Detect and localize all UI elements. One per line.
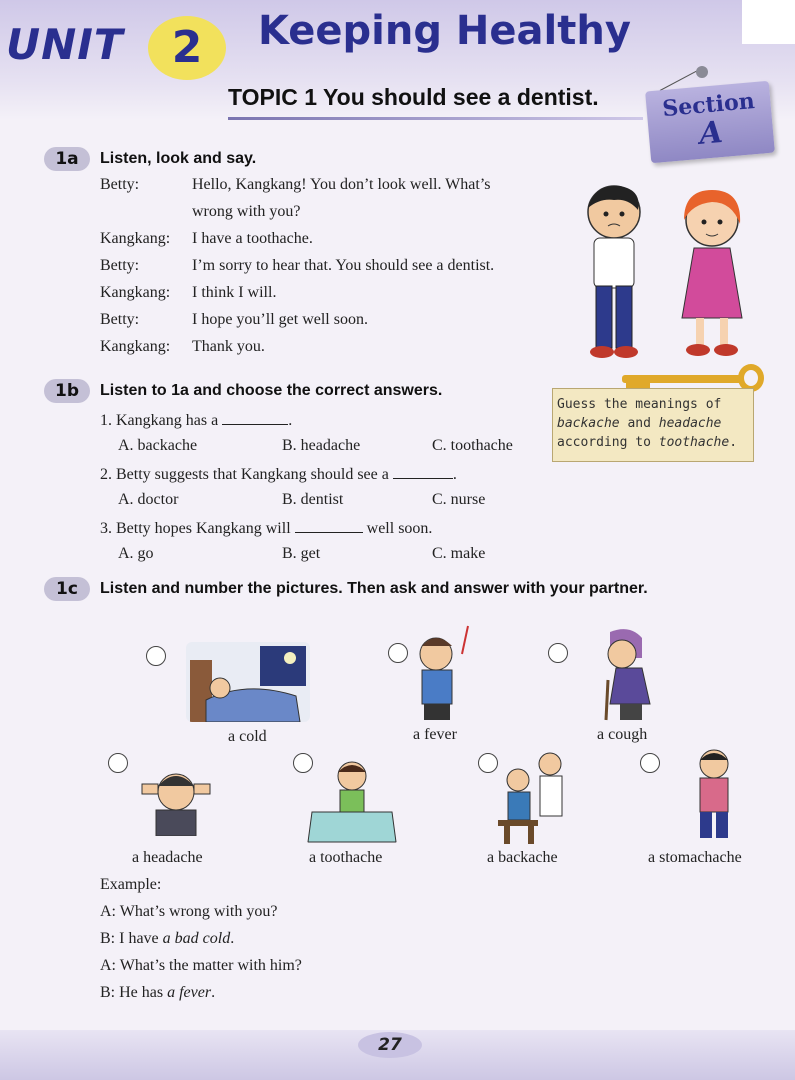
number-circle[interactable] — [146, 646, 166, 666]
option[interactable]: C. nurse — [432, 491, 486, 508]
tip-keyword: backache — [557, 416, 620, 431]
option[interactable]: B. get — [282, 545, 321, 562]
example-line — [100, 930, 234, 948]
speaker: Kangkang: — [100, 230, 171, 247]
question-text: 3. Betty hopes Kangkang will — [100, 520, 295, 537]
question-text: . — [452, 466, 457, 483]
option[interactable]: C. toothache — [432, 437, 513, 454]
picture-caption: a stomachache — [648, 849, 742, 866]
dialogue-line — [100, 230, 313, 248]
utterance: I think I will. — [192, 284, 277, 301]
betty-figure — [682, 190, 742, 356]
backache-picture — [494, 750, 578, 846]
dialogue-line — [100, 203, 300, 221]
example-text: . — [230, 930, 235, 947]
page-number: 27 — [358, 1032, 422, 1058]
tip-line: Guess the meanings of — [557, 397, 722, 412]
exercise-1a-title: Listen, look and say. — [100, 150, 257, 167]
tip-keyword: headache — [658, 416, 722, 431]
speaker: A: — [100, 903, 116, 920]
utterance: I hope you’ll get well soon. — [192, 311, 368, 328]
answer-blank[interactable] — [393, 464, 453, 479]
topic-underline — [228, 117, 643, 120]
example-text: I have — [119, 930, 163, 947]
option[interactable]: A. backache — [118, 437, 198, 454]
section-word: Section — [661, 88, 756, 123]
tip-line — [557, 433, 753, 452]
fever-picture — [398, 624, 488, 724]
tip-text: and — [619, 416, 659, 431]
number-circle[interactable] — [640, 753, 660, 773]
picture-caption: a fever — [413, 726, 457, 743]
speaker: B: — [100, 984, 116, 1001]
headache-picture — [134, 764, 218, 836]
picture-caption: a backache — [487, 849, 558, 866]
cough-picture — [580, 624, 666, 722]
example-text: . — [211, 984, 216, 1001]
utterance: I have a toothache. — [192, 230, 313, 247]
example-text: What’s the matter with him? — [119, 957, 302, 974]
picture-caption: a cough — [597, 726, 648, 743]
tip-line — [557, 414, 753, 433]
example-text: He has — [119, 984, 168, 1001]
dialogue-line — [100, 338, 265, 356]
option[interactable]: B. headache — [282, 437, 361, 454]
toothache-picture — [306, 758, 398, 844]
kangkang-betty-illustration — [572, 180, 762, 370]
question-text: well soon. — [362, 520, 433, 537]
question-3 — [100, 518, 432, 538]
example-text: What’s wrong with you? — [119, 903, 278, 920]
speaker: Kangkang: — [100, 338, 171, 355]
kangkang-figure — [588, 186, 640, 358]
exercise-badge-1a: 1a — [44, 147, 90, 171]
option[interactable]: A. doctor — [118, 491, 179, 508]
question-text: . — [288, 412, 293, 429]
topic-title: TOPIC 1 You should see a dentist. — [228, 84, 599, 110]
scan-margin — [742, 0, 795, 44]
picture-caption: a cold — [228, 728, 267, 745]
speaker: A: — [100, 957, 116, 974]
answer-blank[interactable] — [295, 518, 363, 533]
option[interactable]: A. go — [118, 545, 154, 562]
dialogue-line — [100, 176, 491, 194]
utterance: Thank you. — [192, 338, 265, 355]
number-circle[interactable] — [548, 643, 568, 663]
exercise-badge-1b: 1b — [44, 379, 90, 403]
tip-box — [552, 388, 754, 462]
unit-title: Keeping Healthy — [258, 8, 631, 54]
speaker: Kangkang: — [100, 284, 171, 301]
cold-picture — [186, 642, 310, 722]
speaker: Betty: — [100, 257, 140, 274]
tip-text: according to — [557, 435, 659, 450]
number-circle[interactable] — [108, 753, 128, 773]
exercise-1b-title: Listen to 1a and choose the correct answers. — [100, 382, 443, 399]
exercise-badge-1c: 1c — [44, 577, 90, 601]
unit-label: UNIT — [6, 20, 124, 69]
speaker: Betty: — [100, 176, 140, 193]
unit-number: 2 — [148, 16, 226, 80]
speaker: B: — [100, 930, 116, 947]
tip-keyword: toothache — [658, 435, 730, 450]
stomachache-picture — [674, 746, 758, 846]
example-emphasis: a bad cold — [162, 930, 231, 947]
option[interactable]: B. dentist — [282, 491, 344, 508]
utterance: I’m sorry to hear that. You should see a dentist. — [192, 257, 495, 274]
question-text: 1. Kangkang has a — [100, 412, 223, 429]
picture-caption: a toothache — [309, 849, 383, 866]
dialogue-line — [100, 311, 368, 329]
example-emphasis: a fever — [167, 984, 212, 1001]
example-line — [100, 984, 215, 1002]
option[interactable]: C. make — [432, 545, 486, 562]
exercise-1c-title: Listen and number the pictures. Then ask and answer with your partner. — [100, 580, 648, 597]
example-line — [100, 957, 302, 975]
example-label: Example: — [100, 876, 162, 893]
section-letter: A — [697, 115, 725, 152]
tip-text: . — [729, 435, 738, 450]
answer-blank[interactable] — [222, 410, 288, 425]
dialogue-line — [100, 257, 494, 275]
question-1 — [100, 410, 292, 430]
example-line — [100, 903, 277, 921]
speaker: Betty: — [100, 311, 140, 328]
question-2 — [100, 464, 457, 484]
dialogue-line — [100, 284, 276, 302]
key-icon — [622, 375, 744, 383]
pin-icon — [696, 66, 708, 78]
utterance: wrong with you? — [192, 203, 301, 220]
picture-caption: a headache — [132, 849, 203, 866]
utterance: Hello, Kangkang! You don’t look well. What’s — [192, 176, 491, 193]
question-text: 2. Betty suggests that Kangkang should see a — [100, 466, 393, 483]
section-card — [645, 81, 775, 164]
